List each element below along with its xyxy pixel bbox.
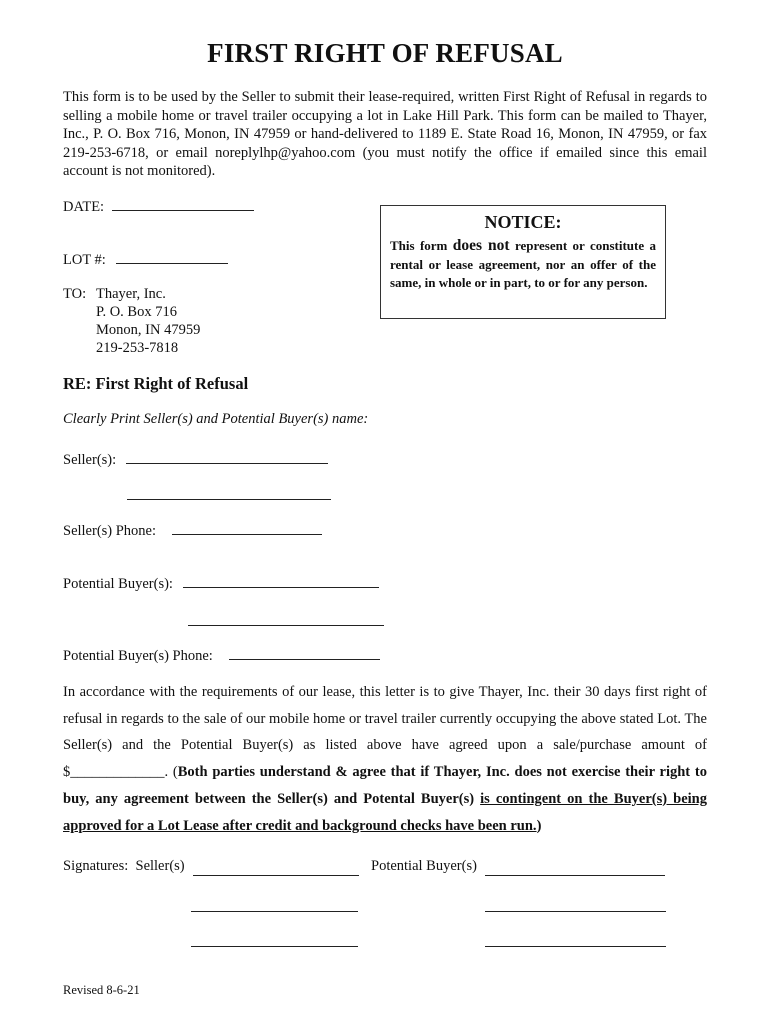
signature-buyer-label: Potential Buyer(s) [371,858,477,874]
notice-text-emphasis: does not [452,237,510,254]
sellers-row [63,449,328,469]
seller-signature-line-1[interactable] [193,874,359,876]
seller-phone-field[interactable] [172,520,322,535]
to-label: TO: [63,286,87,302]
date-label: DATE: [63,199,105,215]
agreement-paragraph [63,679,707,839]
address-line-4: 219-253-7818 [96,340,179,356]
date-field[interactable] [112,196,254,211]
lot-label: LOT #: [63,252,106,268]
agreement-text: In accordance with the requirements of our lease, this letter is to give Thayer, Inc. their 30 days first right of refusal in regards to the sale of our mobile home or travel trailer currently occupying the above stated Lot. The Seller(s) and the Potential Buyer(s) as listed above have agreed upon a sale/purchase amount of $_____________. ( [63,684,707,781]
buyer-phone-field[interactable] [229,645,380,660]
address-line-1: Thayer, Inc. [96,286,166,302]
intro-paragraph: This form is to be used by the Seller to submit their lease-required, written First Right of Refusal in regards to selling a mobile home or travel trailer occupying a lot in Lake Hill Park. This form can be mailed to Thayer, Inc., P. O. Box 716, Monon, IN 47959 or hand-delivered to 1189 E. State Road 16, Monon, IN 47959, or fax 219-253-6718, or email noreplylhp@yahoo.com (you must notify the office if emailed since this email account is not monitored). [63,89,707,179]
seller-signature-line-3[interactable] [191,945,358,947]
date-row [63,196,254,216]
re-heading: RE: First Right of Refusal [63,374,249,393]
buyer-signature-line-3[interactable] [485,945,666,947]
seller-phone-row [63,520,322,540]
buyer-signature-line-1[interactable] [485,874,665,876]
lot-field[interactable] [116,249,228,264]
notice-text-part3: represent or constitute a rental or lease agreement, nor an offer of the same, in whole or in part, to or for any person. [390,238,656,290]
agreement-close: ) [536,817,542,834]
buyer-phone-row [63,645,380,665]
buyers-label: Potential Buyer(s): [63,576,173,592]
notice-box [380,205,666,319]
notice-text-part1: This form [390,238,448,253]
print-instruction: Clearly Print Seller(s) and Potential Buyer(s) name: [63,411,369,427]
buyer-name-field-2[interactable] [188,624,384,626]
buyers-row [63,573,379,593]
buyer-phone-label: Potential Buyer(s) Phone: [63,648,213,664]
sellers-label: Seller(s): [63,452,117,468]
seller-signature-line-2[interactable] [191,910,358,912]
seller-name-field-2[interactable] [127,498,331,500]
address-line-2: P. O. Box 716 [96,304,177,320]
seller-name-field-1[interactable] [126,449,328,464]
notice-text [390,237,656,293]
revision-date: Revised 8-6-21 [63,983,140,997]
signatures-label: Signatures: [63,858,129,874]
seller-phone-label: Seller(s) Phone: [63,523,157,539]
notice-title: NOTICE: [484,212,562,232]
buyer-name-field-1[interactable] [183,573,379,588]
lot-row [63,249,228,269]
address-line-3: Monon, IN 47959 [96,322,201,338]
agreement-underlined-text: is contingent on the Buyer(s) being approved for a Lot Lease after credit and background checks have been run. [63,790,707,834]
agreement-bold-text: Both parties understand & agree that if Thayer, Inc. does not exercise their right to buy, any agreement between the Seller(s) and Potental Buyer(s) [63,764,707,807]
address-block [96,285,200,357]
signatures-row [63,858,185,875]
form-title: FIRST RIGHT OF REFUSAL [207,38,563,68]
signature-seller-label: Seller(s) [135,858,185,874]
buyer-signature-line-2[interactable] [485,910,666,912]
